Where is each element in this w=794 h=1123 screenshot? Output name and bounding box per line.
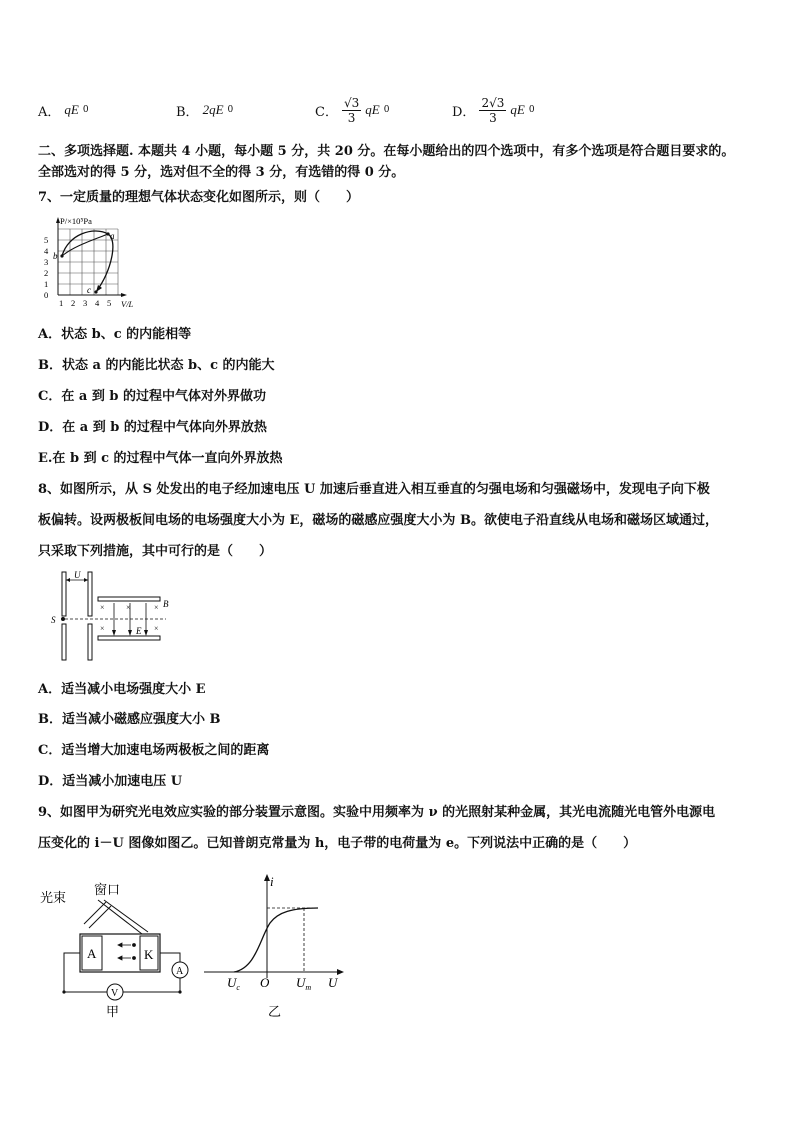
- q7-option-d: D．在 a 到 b 的过程中气体向外界放热: [38, 420, 267, 435]
- q6-options-row: [38, 92, 758, 128]
- q9-stem-line1: 9、如图甲为研究光电效应实验的部分装置示意图。实验中用频率为 ν 的光照射某种金属，其光电流随光电管外电源电: [38, 805, 716, 820]
- fraction: $\frac{√3}{3}$: [343, 95, 360, 125]
- pv-x-tick-5: 5: [107, 298, 112, 308]
- q8-field-diagram: [48, 568, 188, 666]
- q7-option-e: E.在 b 到 c 的过程中气体一直向外界放热: [38, 451, 283, 466]
- q6-option-a: A． qE 0: [38, 102, 89, 120]
- pv-x-tick-4: 4: [95, 298, 100, 308]
- pv-x-axis-label: V/L: [121, 299, 134, 309]
- svg-text:×: ×: [154, 624, 159, 633]
- pv-y-tick-4: 4: [44, 246, 49, 256]
- pv-y-tick-1: 1: [44, 279, 49, 289]
- pv-point-c-label: c: [87, 285, 91, 295]
- section2-line2: 全部选对的得 5 分，选对但不全的得 3 分，有选错的得 0 分。: [38, 165, 405, 180]
- svg-text:×: ×: [100, 624, 105, 633]
- figure-yi-caption: 乙: [268, 1004, 282, 1019]
- q8-stem-line2: 板偏转。设两极板间电场的电场强度大小为 E，磁场的磁感应强度大小为 B。欲使电子沿直线从电场和磁场区域通过，: [38, 513, 718, 528]
- pv-y-axis-label: P/×10⁵Pa: [60, 216, 92, 226]
- pv-y-tick-3: 3: [44, 257, 49, 267]
- q7-option-a: A．状态 b、c 的内能相等: [38, 327, 192, 342]
- q7-stem: 7、一定质量的理想气体状态变化如图所示，则（ ）: [38, 190, 360, 205]
- pv-x-tick-1: 1: [59, 298, 64, 308]
- pv-x-tick-2: 2: [71, 298, 76, 308]
- q7-option-b: B．状态 a 的内能比状态 b、c 的内能大: [38, 358, 275, 373]
- pv-point-b-label: b: [53, 251, 58, 261]
- axis-u-label: U: [328, 975, 338, 990]
- figure-jia-caption: 甲: [106, 1004, 120, 1019]
- q8-option-a: A．适当减小电场强度大小 E: [38, 682, 206, 697]
- electrode-k-label: K: [144, 947, 154, 962]
- q8-stem-line1: 8、如图所示，从 S 处发出的电子经加速电压 U 加速后垂直进入相互垂直的匀强电场和匀强磁场中，发现电子向下极: [38, 482, 710, 497]
- q6-option-d: D． $\frac{2√3}{3}$ qE 0: [452, 95, 535, 125]
- pv-y-tick-5: 5: [44, 235, 49, 245]
- q9-photoelectric-apparatus: [38, 872, 198, 1020]
- q8-option-c: C．适当增大加速电场两极板之间的距离: [38, 743, 270, 758]
- fraction: $\frac{2√3}{3}$: [481, 95, 505, 125]
- label-window: 窗口: [94, 882, 121, 897]
- label-um: $U_m$: [296, 975, 312, 992]
- label-origin: O: [260, 975, 270, 990]
- axis-i-label: i: [270, 874, 274, 889]
- voltmeter-label: V: [111, 988, 119, 999]
- q9-stem-line2: 压变化的 i－U 图像如图乙。已知普朗克常量为 h，电子带的电荷量为 e。下列说法中正确的是（ ）: [38, 836, 637, 851]
- label-b: B: [163, 599, 169, 609]
- q7-pv-diagram: [38, 212, 148, 310]
- q8-option-b: B．适当减小磁感应强度大小 B: [38, 712, 221, 727]
- pv-x-tick-3: 3: [83, 298, 88, 308]
- q6-option-b: B． 2qE 0: [176, 102, 234, 120]
- q8-stem-line3: 只采取下列措施，其中可行的是（ ）: [38, 544, 273, 559]
- electrode-a-label: A: [87, 946, 97, 961]
- pv-origin: 0: [44, 290, 49, 300]
- ammeter-label: A: [176, 966, 184, 977]
- label-e: E: [136, 626, 142, 636]
- svg-text:×: ×: [126, 603, 131, 612]
- svg-text:×: ×: [154, 603, 159, 612]
- q7-option-c: C．在 a 到 b 的过程中气体对外界做功: [38, 389, 266, 404]
- label-s: S: [51, 615, 56, 625]
- pv-y-tick-2: 2: [44, 268, 49, 278]
- pv-point-a-label: a: [110, 231, 115, 241]
- q8-option-d: D．适当减小加速电压 U: [38, 774, 183, 789]
- q6-option-c: C． $\frac{√3}{3}$ qE 0: [315, 95, 390, 125]
- q9-i-u-graph: [200, 868, 350, 1020]
- section2-line1: 二、多项选择题. 本题共 4 小题，每小题 5 分，共 20 分。在每小题给出的四个选项中，有多个选项是符合题目要求的。: [38, 144, 735, 159]
- label-uc: $U_c$: [227, 975, 240, 992]
- svg-text:×: ×: [100, 603, 105, 612]
- label-u: U: [74, 570, 81, 580]
- label-light-beam: 光束: [40, 890, 67, 905]
